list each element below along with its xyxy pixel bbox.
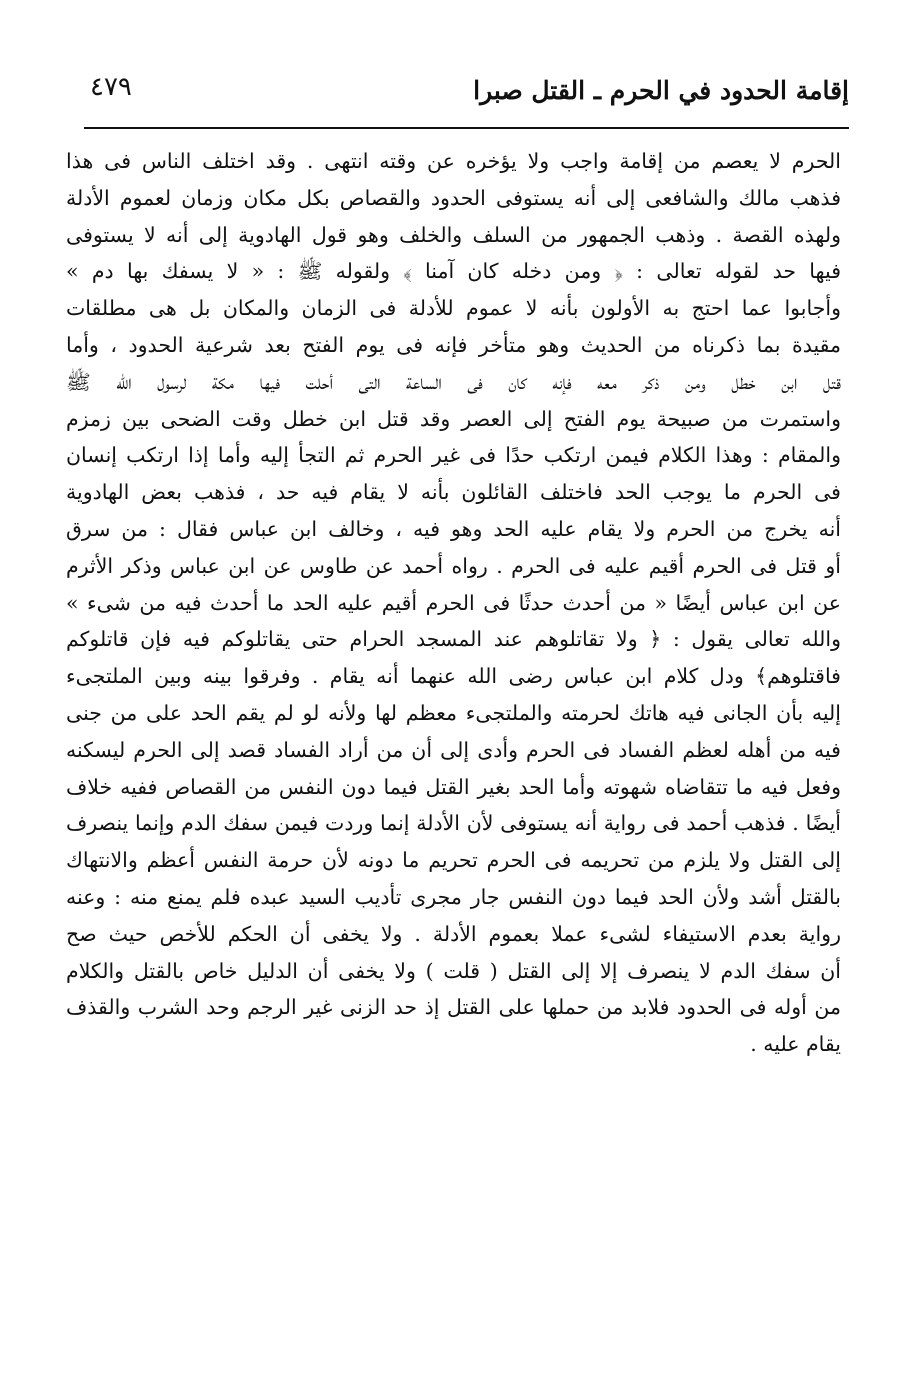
text-line: وأجابوا عما احتج به الأولون بأنه لا عموم للأدلة فى الزمان والمكان بل هى مطلقات [66, 296, 841, 321]
text-line: واستمرت من صبيحة يوم الفتح إلى العصر وقد قتل ابن خطل وقت الضحى بين زمزم [66, 406, 841, 431]
header-divider [84, 127, 849, 129]
text-line: والله تعالى يقول : ﴿ ولا تقاتلوهم عند المسجد الحرام حتى يقاتلوكم فيه فإن قاتلوكم [66, 627, 841, 652]
header-title: إقامة الحدود في الحرم ـ القتل صبرا [473, 76, 849, 105]
text-line: إليه بأن الجانى فيه هاتك لحرمته والملتجىء معظم لها ولأنه لو لم يقم الحد على من جنى [66, 700, 841, 725]
text-line: من أوله فى الحدود فلابد من حملها على القتل إذ حد الزنى غير الرجم وحد الشرب والقذف [66, 995, 841, 1020]
text-line: أيضًا . فذهب أحمد فى رواية أنه يستوفى لأن الأدلة إنما وردت فيمن سفك الدم وإنما ينصرف [66, 811, 841, 836]
text-line-last: يقام عليه . [750, 1032, 841, 1057]
running-header [84, 70, 849, 116]
text-line: الحرم لا يعصم من إقامة واجب ولا يؤخره عن وقته انتهى . وقد اختلف الناس فى هذا [66, 149, 841, 173]
text-line: رواية بعدم الاستيفاء لشىء عملا بعموم الأدلة . ولا يخفى أن الحكم للأخص حيث صح [66, 921, 841, 946]
text-line: عن ابن عباس أيضًا « من أحدث حدثًا فى الحرم أقيم عليه الحد ما أحدث فيه من شىء » [66, 590, 841, 615]
text-line: فاقتلوهم﴾ ودل كلام ابن عباس رضى الله عنهما أنه يقام . وفرقوا بينه وبين الملتجىء [66, 664, 841, 689]
text-line: أو قتل فى الحرم أقيم عليه فى الحرم . رواه أحمد عن طاوس عن ابن عباس وذكر الأثرم [66, 553, 841, 578]
text-line: فذهب مالك والشافعى إلى أنه يستوفى الحدود والقصاص بكل مكان وزمان لعموم الأدلة [66, 185, 841, 210]
text-line: وفعل فيه ما تتقاضاه شهوته وأما الحد بغير القتل فيما دون النفس من القصاص ففيه خلاف [66, 774, 841, 799]
page-number: ٤٧٩ [90, 72, 132, 102]
text-line: فيها حد لقوله تعالى : ﴿ ومن دخله كان آمنا ﴾ ولقوله ﷺ : « لا يسفك بها دم » [66, 259, 841, 284]
text-line: بالقتل أشد ولأن الحد فيما دون النفس جار مجرى تأديب السيد عبده فلم يمنع منه : وعنه [66, 884, 841, 909]
text-line: إلى القتل ولا يلزم من تحريمه فى الحرم تحريم ما دونه لأن حرمة النفس أعظم والانتهاك [66, 848, 841, 873]
text-line: ولهذه القصة . وذهب الجمهور من السلف والخلف وهو قول الهادوية إلى أنه لا يستوفى [66, 222, 841, 247]
text-line: والمقام : وهذا الكلام فيمن ارتكب حدًا فى غير الحرم ثم التجأ إليه وأما إذا ارتكب إنسان [66, 443, 841, 468]
text-line: أن سفك الدم لا ينصرف إلا إلى القتل ( قلت ) ولا يخفى أن الدليل خاص بالقتل والكلام [66, 958, 841, 983]
text-line: أنه يخرج من الحرم ولا يقام عليه الحد وهو فيه ، وخالف ابن عباس فقال : من سرق [66, 516, 841, 541]
text-line: فيه من أهله لعظم الفساد فى الحرم وأدى إلى أن من أراد الفساد قصد إلى الحرم ليسكنه [66, 737, 841, 762]
text-line: مقيدة بما ذكرناه من الحديث وهو متأخر فإنه فى يوم الفتح بعد شرعية الحدود ، وأما [66, 332, 841, 357]
text-line: قتل ابن خطل ومن ذكر معه فإنه كان فى الساعة التى أحلت فيها مكة لرسول الله ﷺ [66, 369, 841, 394]
body-text [66, 143, 841, 1063]
text-line: فى الحرم ما يوجب الحد فاختلف القائلون بأنه لا يقام فيه حد ، فذهب بعض الهادوية [66, 480, 841, 505]
